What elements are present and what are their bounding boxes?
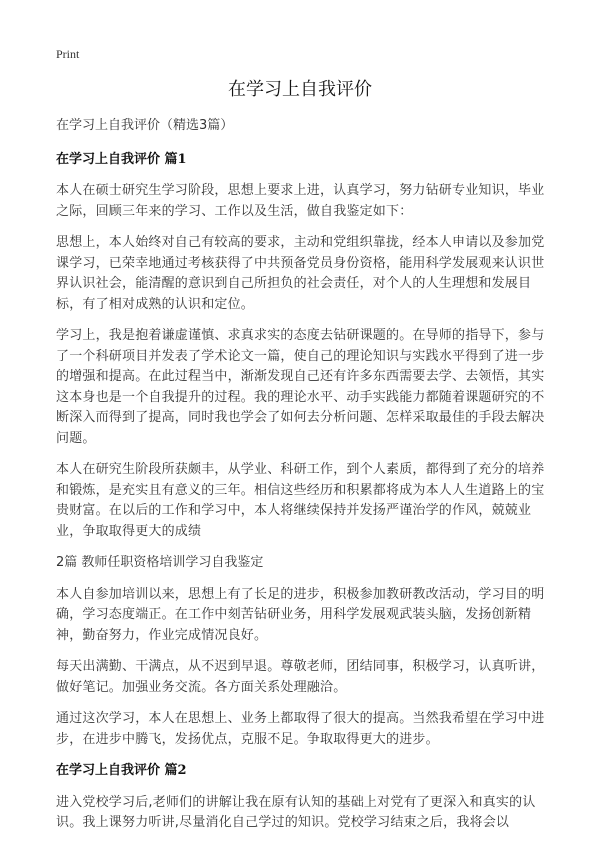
paragraph: 学习上，我是抱着谦虚谨慎、求真求实的态度去钻研课题的。在导师的指导下，参与了一个科研项目并发表了学术论文一篇，使自己的理论知识与实践水平得到了进一步的增强和提高。在此过程当中，渐渐发现自己还有许多东西需要去学、去领悟，其实这本身也是一个自我提升的过程。我的理论水平、动手实践能力都随着课题研究的不断深入而得到了提高，同时我也学会了如何去分析问题、怎样采取最佳的手段去解决问题。 xyxy=(56,328,545,446)
paragraph: 进入党校学习后,老师们的讲解让我在原有认知的基础上对党有了更深入和真实的认识。我上课努力听讲,尽量消化自己学过的知识。党校学习结束之后，我将会以 xyxy=(56,794,536,830)
paragraph: 本人在研究生阶段所获颇丰，从学业、科研工作，到个人素质，都得到了充分的培养和锻炼，是充实且有意义的三年。相信这些经历和积累都将成为本人人生道路上的宝贵财富。在以后的工作和学习中，本人将继续保持并发扬严谨治学的作风，兢兢业业，争取取得更大的成绩 xyxy=(56,462,545,539)
document-subtitle: 在学习上自我评价（精选3篇） xyxy=(56,118,234,133)
section-heading: 在学习上自我评价 篇1 xyxy=(56,151,187,167)
paragraph: 本人在硕士研究生学习阶段，思想上要求上进，认真学习，努力钻研专业知识，毕业之际，回顾三年来的学习、工作以及生活，做自我鉴定如下： xyxy=(56,183,545,219)
document-body xyxy=(56,116,546,845)
section-heading: 2篇 教师任职资格培训学习自我鉴定 xyxy=(56,555,264,570)
page-title: 在学习上自我评价 xyxy=(228,79,372,100)
paragraph: 每天出满勤、干满点，从不迟到早退。尊敬老师，团结同事，积极学习，认真听讲，做好笔记。加强业务交流。各方面关系处理融洽。 xyxy=(56,659,545,695)
paragraph: 思想上，本人始终对自己有较高的要求，主动和党组织靠拢，经本人申请以及参加党课学习，已荣幸地通过考核获得了中共预备党员身份资格，能用科学发展观来认识世界认识社会，能清醒的意识到自己所担负的社会责任，对个人的人生理想和发展目标，有了相对成熟的认识和定位。 xyxy=(56,235,545,312)
print-label: Print xyxy=(56,47,80,61)
paragraph: 通过这次学习，本人在思想上、业务上都取得了很大的提高。当然我希望在学习中进步，在进步中腾飞，发扬优点，克服不足。争取取得更大的进步。 xyxy=(56,711,545,747)
paragraph: 本人自参加培训以来，思想上有了长足的进步，积极参加教研教改活动，学习目的明确，学习态度端正。在工作中刻苦钻研业务，用科学发展观武装头脑，发扬创新精神，勤奋努力，作业完成情况良好。 xyxy=(56,586,545,643)
section-heading: 在学习上自我评价 篇2 xyxy=(56,763,187,778)
